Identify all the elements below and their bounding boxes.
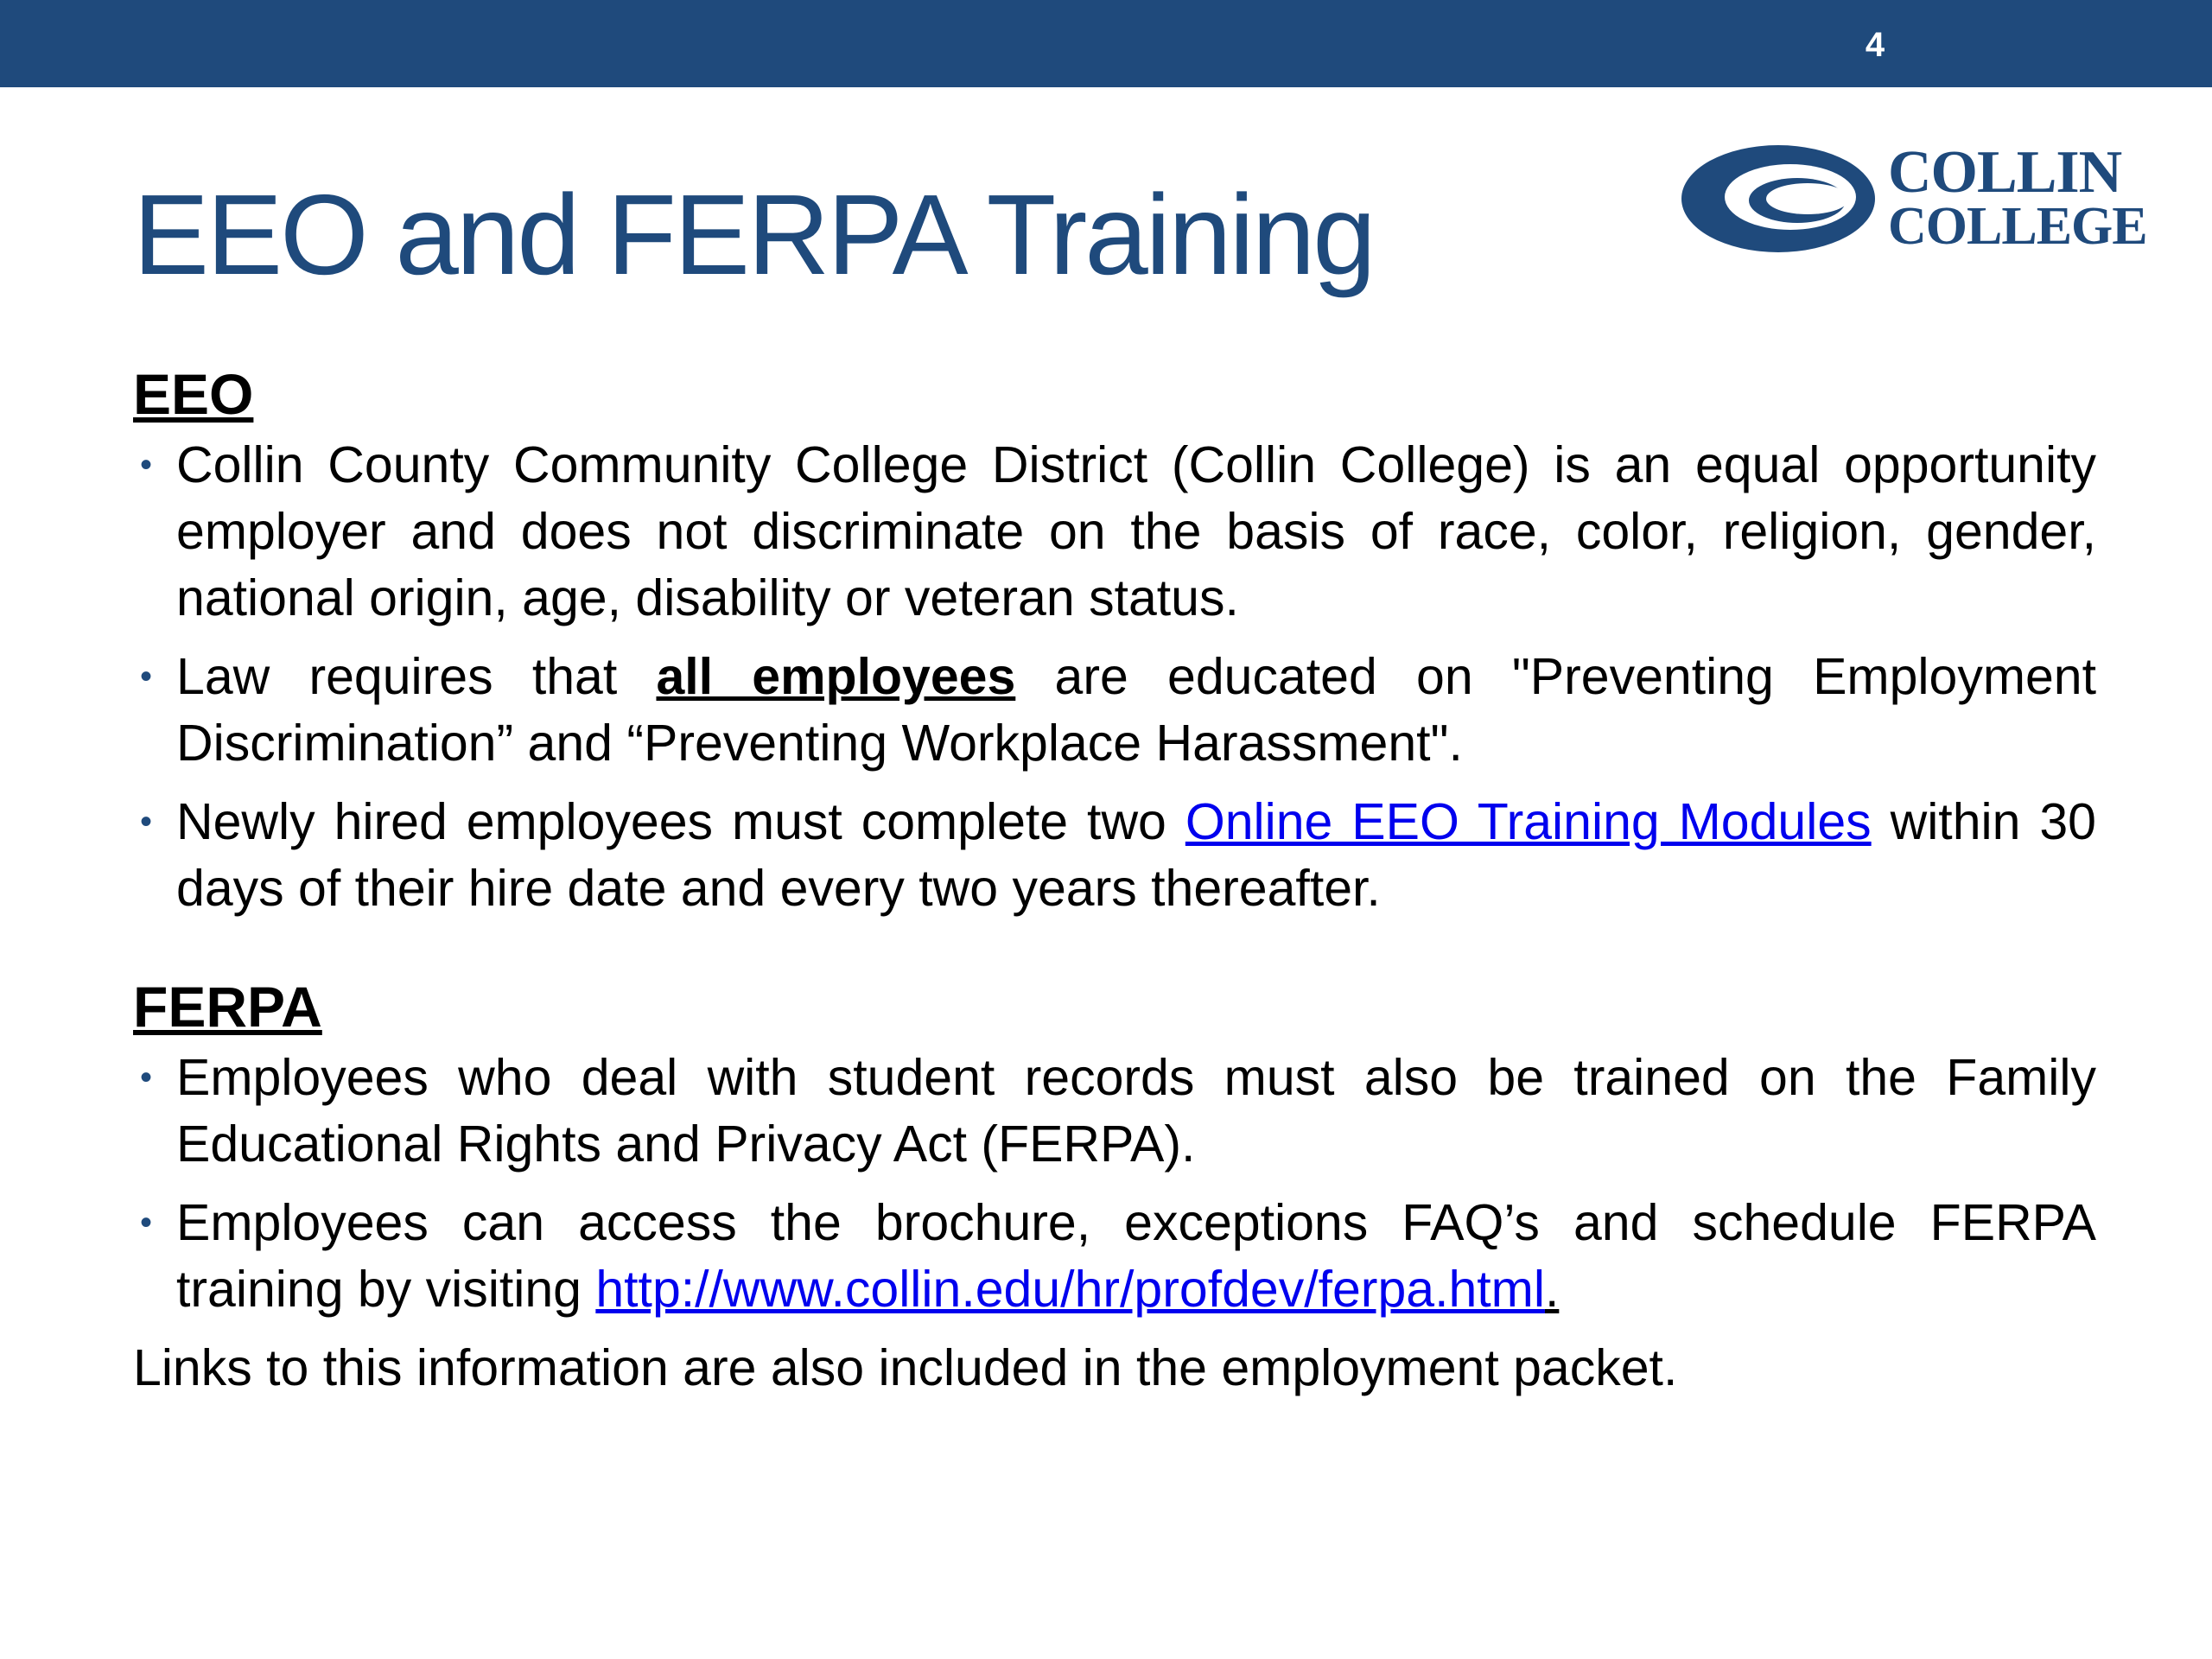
ferpa-bullet-list <box>133 1045 2096 1323</box>
eeo-bullet-3-text-after: within 30 days of their hire date and every two years thereafter. <box>176 793 2096 917</box>
ferpa-bullet-1-text: Employees who deal with student records must also be trained on the Family Educational Rights and Privacy Act (FERPA). <box>176 1049 2096 1173</box>
slide-title: EEO and FERPA Training <box>133 171 1374 298</box>
eeo-bullet-1-text: Collin County Community College District (Collin College) is an equal opportunity employer and does not discriminate on the basis of race, color, religion, gender, national origin, age, disability or veteran status. <box>176 436 2096 626</box>
ferpa-bullet-1 <box>133 1045 2096 1178</box>
logo-line-college: COLLEGE <box>1888 197 2147 256</box>
footer-note: Links to this information are also included in the employment packet. <box>133 1339 1678 1396</box>
ferpa-bullet-2-text-after: . <box>1544 1261 1560 1318</box>
top-banner <box>0 0 2212 87</box>
eeo-bullet-3 <box>133 789 2096 922</box>
bullet-icon: • <box>139 446 152 484</box>
eeo-bullet-2-text-before: Law requires that <box>176 648 657 705</box>
eeo-bullet-3-text-before: Newly hired employees must complete two <box>176 793 1185 850</box>
eeo-bullet-list <box>133 432 2096 922</box>
eeo-bullet-1 <box>133 432 2096 632</box>
page-number: 4 <box>1865 26 1885 64</box>
all-employees-emphasis: all employees <box>656 648 1016 705</box>
bullet-icon: • <box>139 803 152 841</box>
bullet-icon: • <box>139 658 152 696</box>
ferpa-url-link[interactable]: http://www.collin.edu/hr/profdev/ferpa.html <box>595 1261 1545 1318</box>
online-eeo-training-link[interactable]: Online EEO Training Modules <box>1185 793 1872 850</box>
logo-line-collin: COLLIN <box>1888 139 2122 206</box>
eeo-heading: EEO <box>133 362 254 426</box>
slide-body <box>133 356 2096 1402</box>
eeo-bullet-2-text-after: are educated on "Preventing Employment Discrimination” and “Preventing Workplace Harassment". <box>176 648 2096 772</box>
logo-wordmark <box>1888 139 2147 256</box>
eeo-bullet-2 <box>133 644 2096 777</box>
ferpa-bullet-2-text-before: Employees can access the brochure, exceptions FAQ’s and schedule FERPA training by visiting <box>176 1194 2096 1318</box>
bullet-icon: • <box>139 1058 152 1096</box>
ferpa-bullet-2 <box>133 1190 2096 1323</box>
logo-swoosh-icon <box>1676 137 1884 259</box>
bullet-icon: • <box>139 1204 152 1242</box>
collin-college-logo <box>1676 130 2160 268</box>
ferpa-heading: FERPA <box>133 975 322 1039</box>
